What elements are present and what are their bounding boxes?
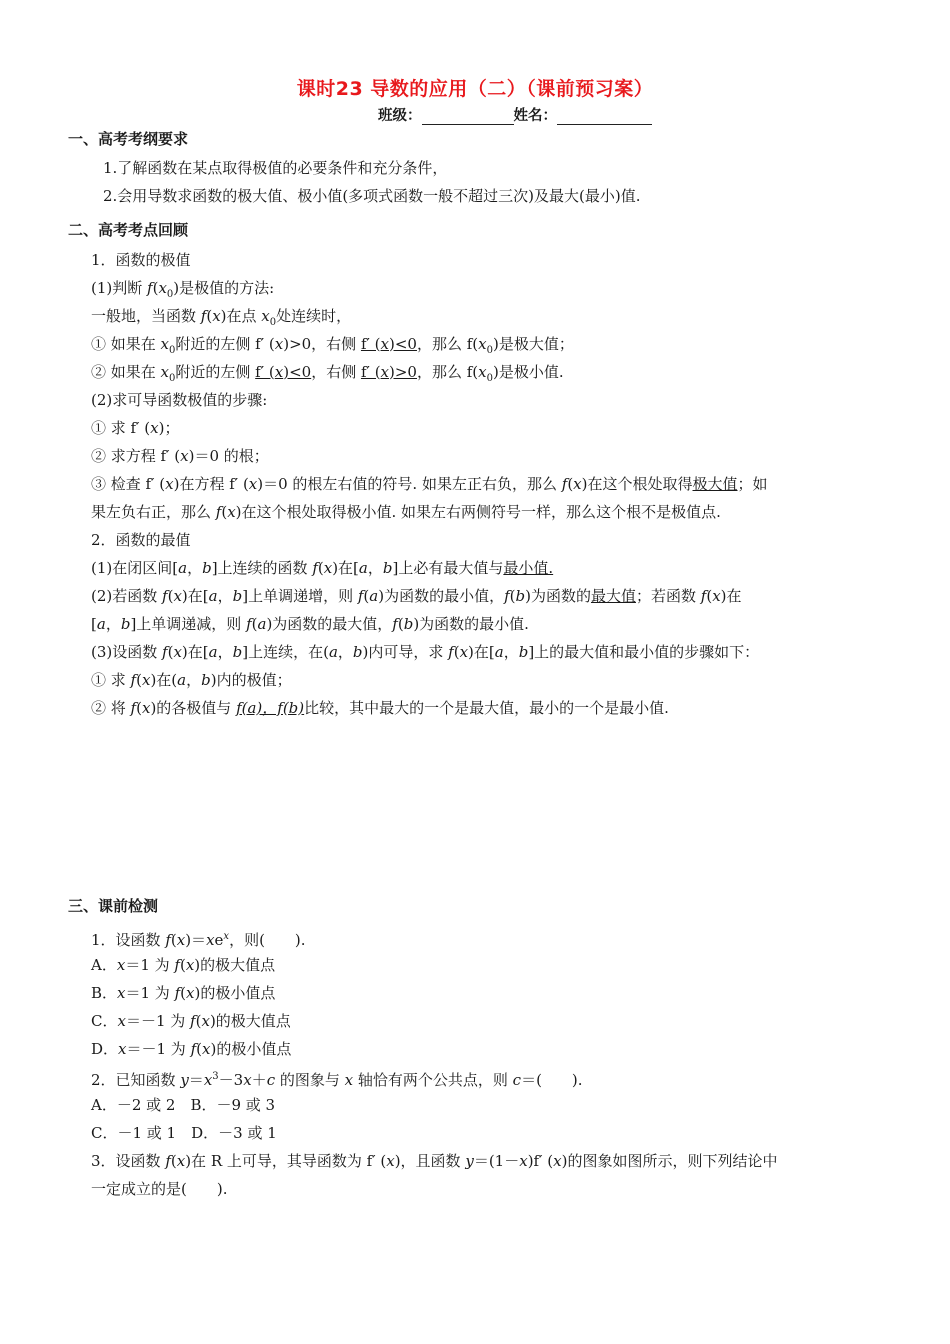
question-1-option-d: D．x＝－1 为 f(x)的极小值点 <box>91 1040 292 1058</box>
section-1-heading: 一、高考考纲要求 <box>68 130 189 148</box>
step-2: ② 求方程 f′ (x)＝0 的根； <box>91 447 269 465</box>
question-2-options-cd: C．－1 或 1 D．－3 或 1 <box>91 1124 277 1142</box>
name-label: 姓名： <box>513 108 557 124</box>
requirement-1: 1.了解函数在某点取得极值的必要条件和充分条件， <box>103 159 448 177</box>
subheading-extremum: 1．函数的极值 <box>91 251 191 269</box>
para-decreasing: [a，b]上单调递减，则 f(a)为函数的最大值，f(b)为函数的最小值. <box>91 615 529 633</box>
question-2-options-ab: A．－2 或 2 B．－9 或 3 <box>91 1096 276 1114</box>
question-3-continued: 一定成立的是( ). <box>91 1180 228 1198</box>
para-min-condition: ② 如果在 $x_0$附近的左侧 f′ (x)<0，右侧 f′ (x)>0，那么 $f(x_0)$是极小值. <box>91 363 564 384</box>
question-1-option-b: B．x＝1 为 f(x)的极小值点 <box>91 984 276 1002</box>
class-label: 班级： <box>378 108 422 124</box>
question-3: 3．设函数 f(x)在 R 上可导，其导函数为 f′ (x)，且函数 y＝(1－x)f′ (x)的图象如图所示，则下列结论中 <box>91 1152 778 1170</box>
para-judge-method: (1)判断 $f(x_0)$是极值的方法: <box>91 279 275 300</box>
step-3: ③ 检查 f′ (x)在方程 f′ (x)＝0 的根左右值的符号. 如果左正右负，那么 f(x)在这个根处取得极大值；如 <box>91 475 768 493</box>
subheading-maxmin: 2．函数的最值 <box>91 531 191 549</box>
para-increasing: (2)若函数 f(x)在[a，b]上单调递增，则 f(a)为函数的最小值，f(b)为函数的最大值；若函数 f(x)在 <box>91 587 742 605</box>
step-1: ① 求 f′ (x)； <box>91 419 180 437</box>
para-closed-interval: (1)在闭区间[a，b]上连续的函数 f(x)在[a，b]上必有最大值与最小值. <box>91 559 554 577</box>
para-general: 一般地，当函数 f(x)在点 $x_0$处连续时， <box>91 307 352 328</box>
maxmin-step-2: ② 将 f(x)的各极值与 f(a)，f(b)比较，其中最大的一个是最大值，最小的一个是最小值. <box>91 699 669 717</box>
section-2-heading: 二、高考考点回顾 <box>68 221 189 239</box>
para-steps-maxmin: (3)设函数 f(x)在[a，b]上连续，在(a，b)内可导，求 f(x)在[a，b]上的最大值和最小值的步骤如下： <box>91 643 760 661</box>
section-3-heading: 三、课前检测 <box>68 897 159 915</box>
question-1-option-a: A．x＝1 为 f(x)的极大值点 <box>91 956 276 974</box>
requirement-2: 2.会用导数求函数的极大值、极小值(多项式函数一般不超过三次)及最大(最小)值. <box>103 187 641 205</box>
class-blank[interactable] <box>422 110 514 125</box>
para-steps-heading: (2)求可导函数极值的步骤: <box>91 391 268 409</box>
name-blank[interactable] <box>557 110 652 125</box>
maxmin-step-1: ① 求 f(x)在(a，b)内的极值； <box>91 671 292 689</box>
para-max-condition: ① 如果在 $x_0$附近的左侧 f′ (x)>0，右侧 f′ (x)<0，那么 $f(x_0)$是极大值； <box>91 335 574 356</box>
question-1-option-c: C．x＝－1 为 f(x)的极大值点 <box>91 1012 291 1030</box>
step-3-continued: 果左负右正，那么 f(x)在这个根处取得极小值. 如果左右两侧符号一样，那么这个根不是极值点. <box>91 503 721 521</box>
question-2: 2．已知函数 $y=x^3-3x+c$ 的图象与 x 轴恰有两个公共点，则 c＝( ). <box>91 1071 583 1089</box>
page-title: 课时23 导数的应用（二）（课前预习案） <box>296 78 654 100</box>
question-1: 1．设函数 $f(x)=xe^x$，则( ). <box>91 931 306 949</box>
class-name-line <box>378 104 652 125</box>
